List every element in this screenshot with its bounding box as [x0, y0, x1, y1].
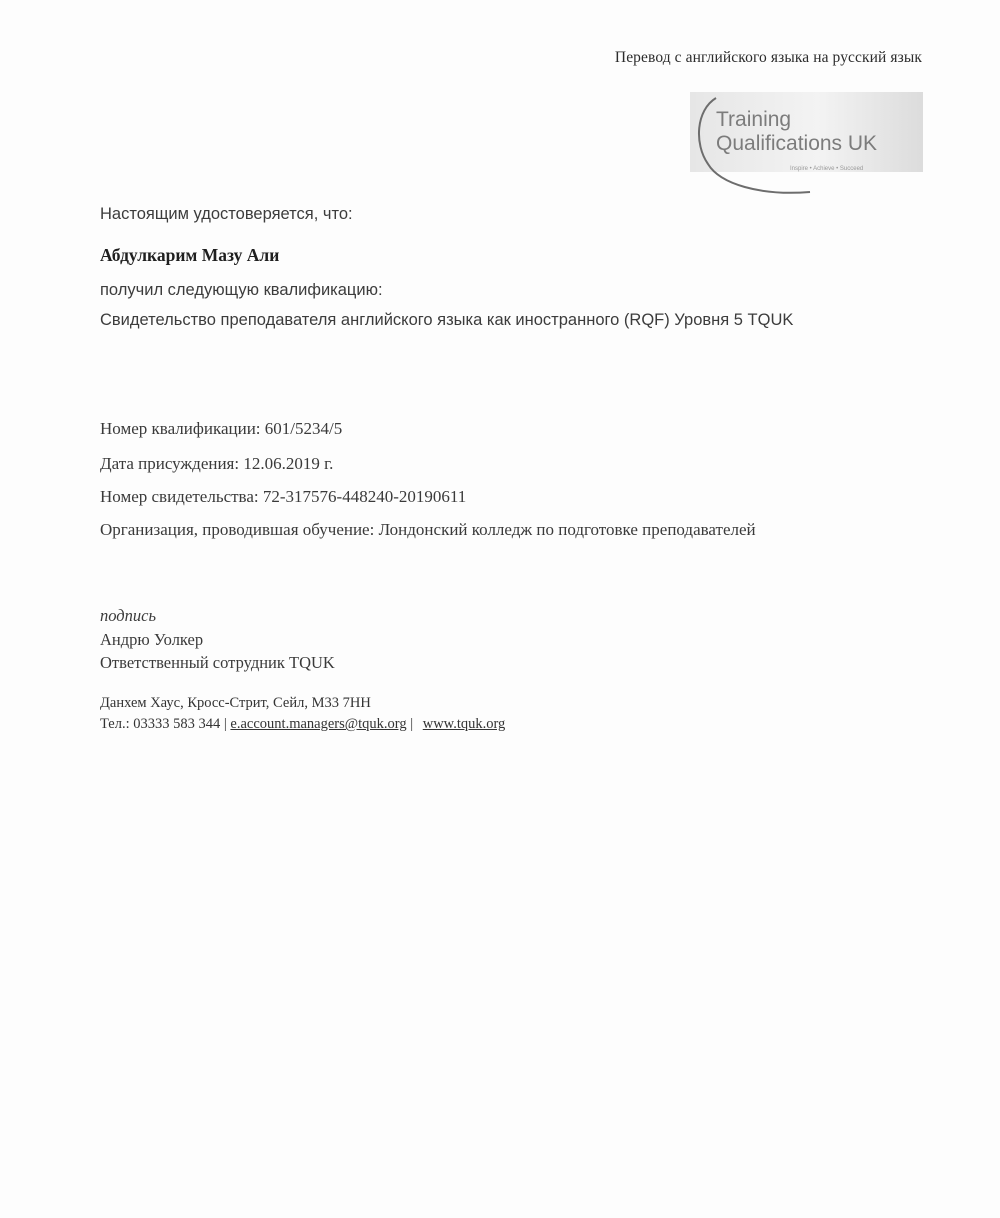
- footer-website-link[interactable]: www.tquk.org: [422, 716, 506, 732]
- footer-phone: Тел.: 03333 583 344: [100, 716, 221, 732]
- intro-text: Настоящим удостоверяется, что:: [100, 205, 353, 223]
- translation-note: Перевод с английского языка на русский язык: [614, 49, 922, 66]
- footer-email-link[interactable]: e.account.managers@tquk.org: [230, 716, 407, 732]
- recipient-name: Абдулкарим Мазу Али: [100, 245, 280, 265]
- logo-line2: Qualifications UK: [716, 132, 878, 155]
- footer-separator: |: [223, 716, 227, 732]
- logo-tagline: Inspire • Achieve • Succeed: [790, 166, 864, 172]
- training-organization: Организация, проводившая обучение: Лондонский колледж по подготовке преподавателей: [100, 520, 756, 539]
- qualification-number: Номер квалификации: 601/5234/5: [100, 419, 343, 438]
- footer-address: Данхем Хаус, Кросс-Стрит, Сейл, M33 7HH: [100, 695, 371, 711]
- tquk-logo-graphic: [690, 92, 923, 194]
- signatory-name: Андрю Уолкер: [100, 630, 204, 649]
- footer-contacts: [100, 716, 505, 733]
- certificate-number: Номер свидетельства: 72-317576-448240-20190611: [100, 487, 467, 506]
- received-text: получил следующую квалификацию:: [100, 281, 383, 299]
- footer-separator: |: [410, 716, 414, 732]
- signature-label: подпись: [100, 606, 156, 625]
- logo-line1: Training: [716, 108, 792, 131]
- qualification-title: Свидетельство преподавателя английского языка как иностранного (RQF) Уровня 5 TQUK: [100, 311, 794, 329]
- tquk-logo: [690, 92, 923, 194]
- signatory-title: Ответственный сотрудник TQUK: [100, 653, 335, 672]
- award-date: Дата присуждения: 12.06.2019 г.: [100, 454, 334, 473]
